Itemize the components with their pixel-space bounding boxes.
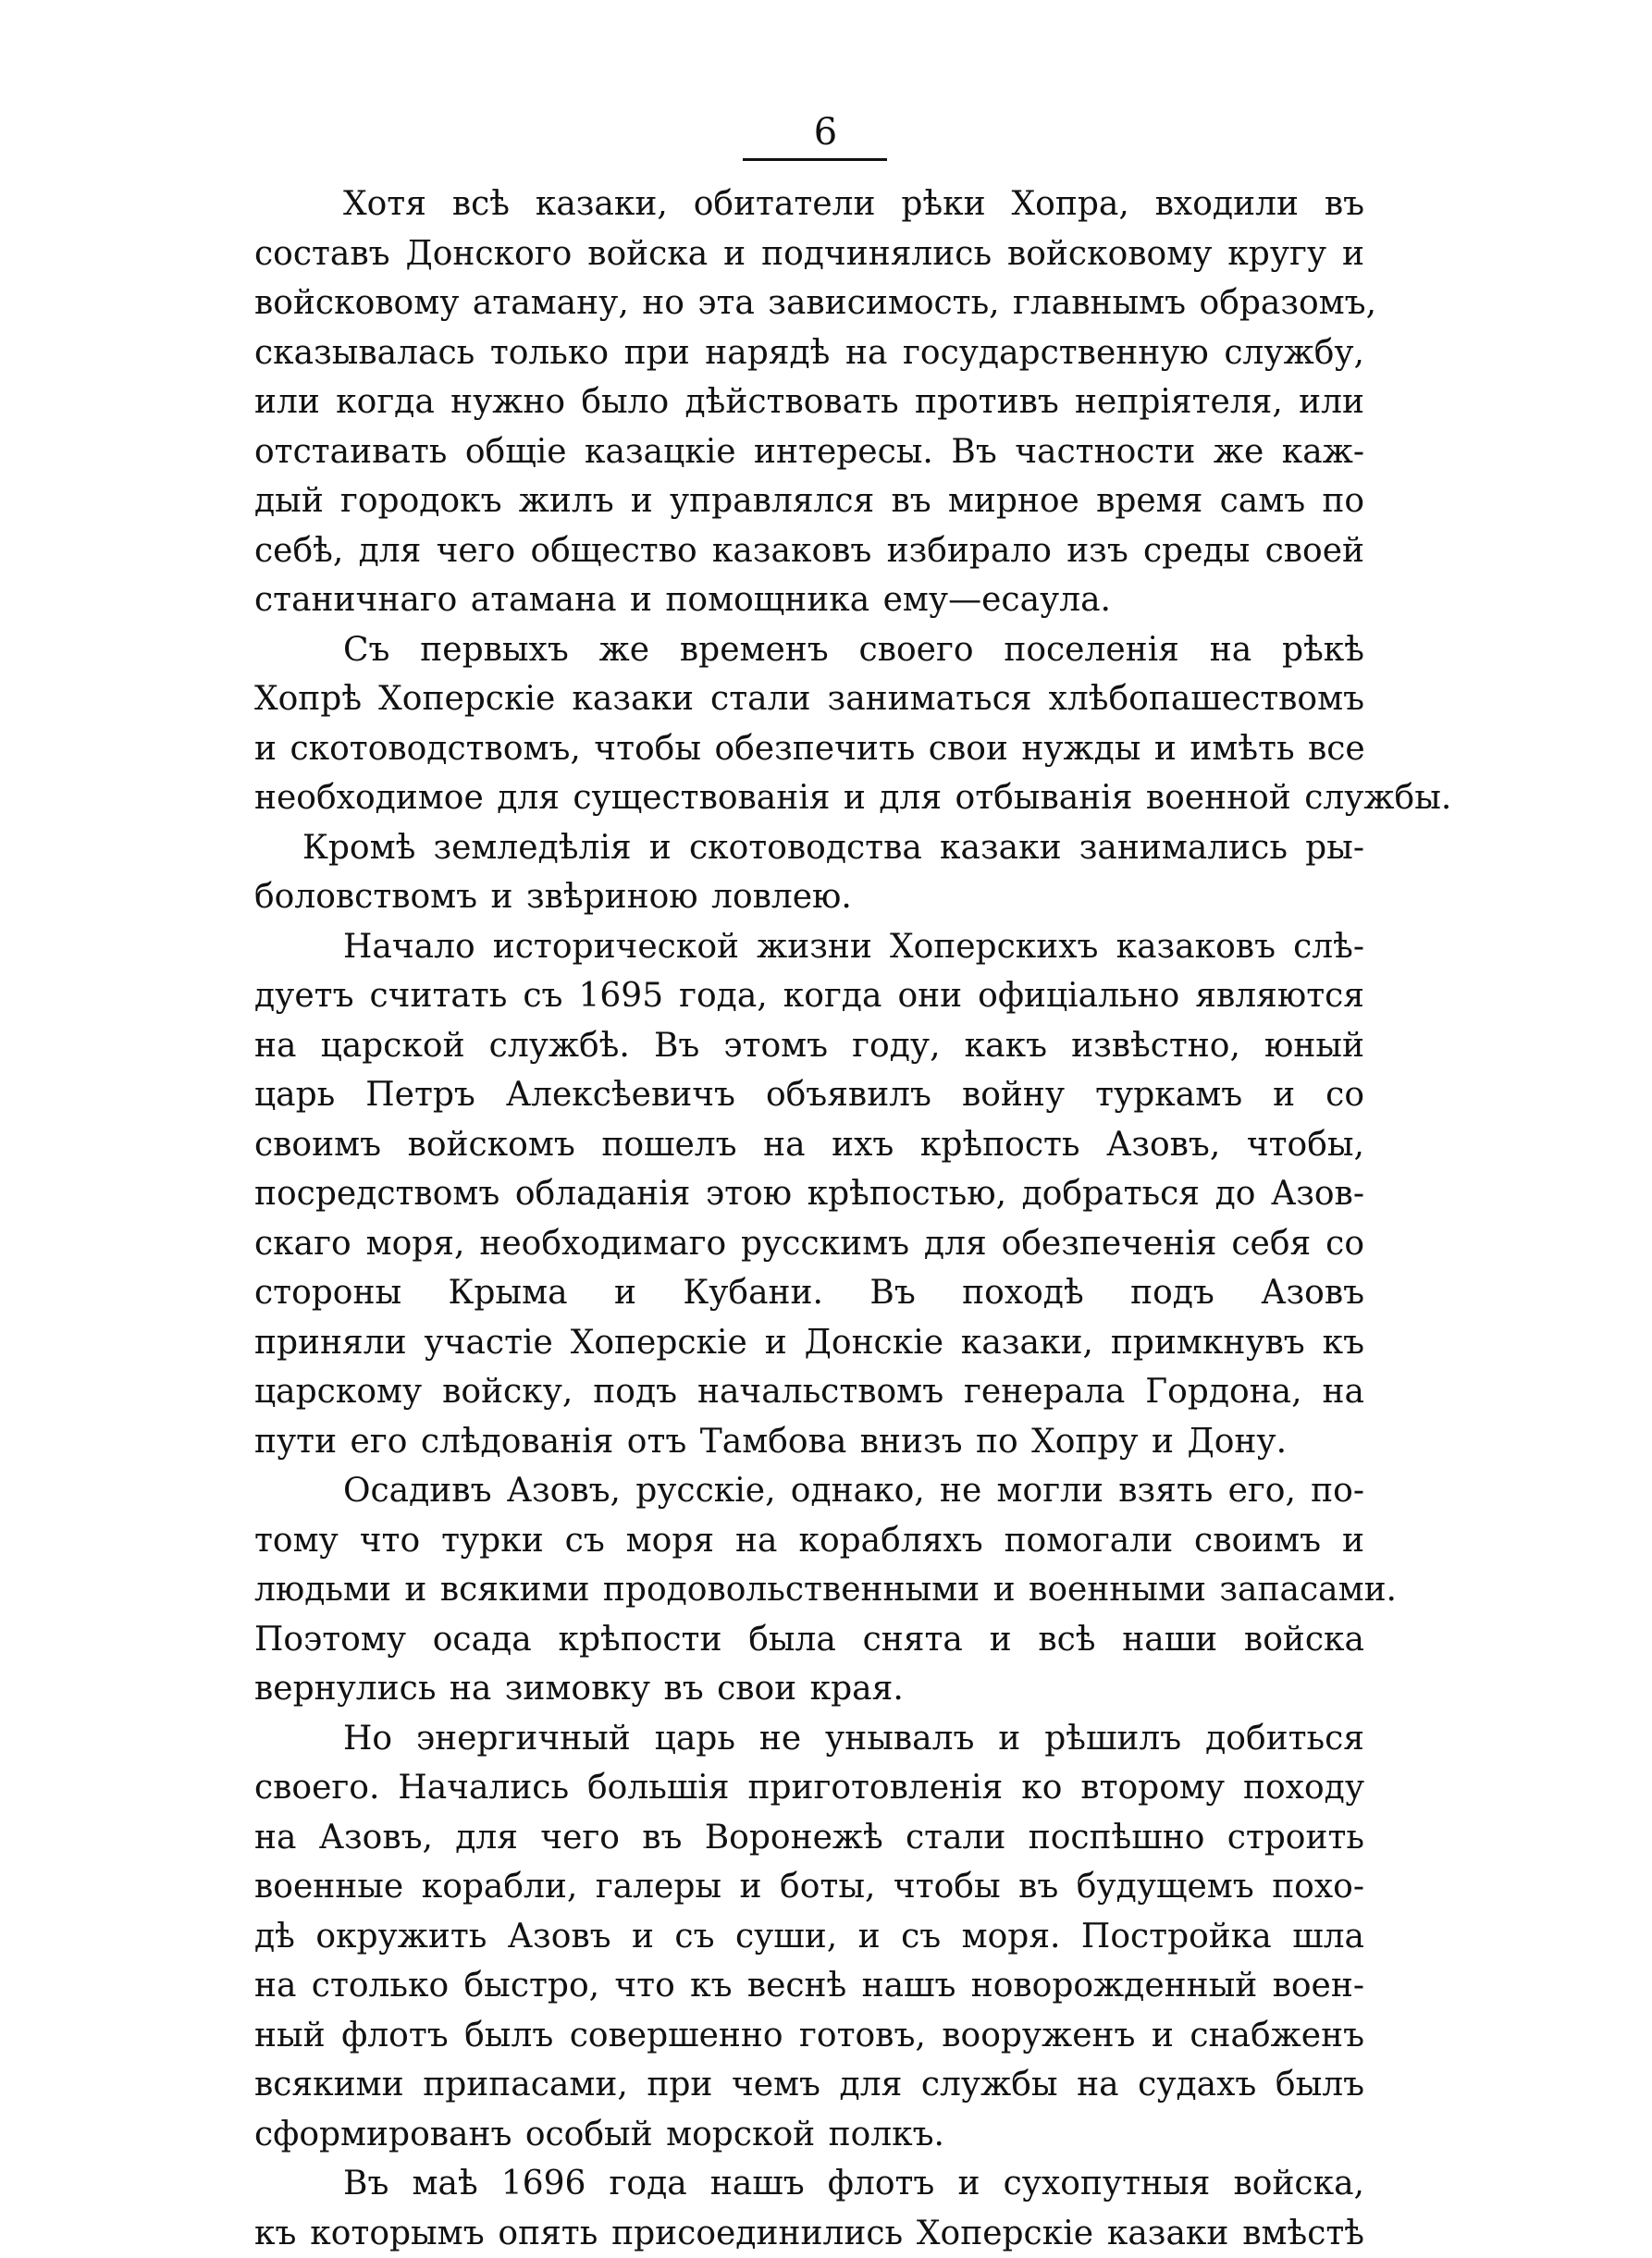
text-line: Поэтому осада крѣпости была снята и всѣ наши войска bbox=[254, 1615, 1364, 1665]
text-line: сказывалась только при нарядѣ на государственную службу, bbox=[254, 328, 1364, 378]
text-line: Съ первыхъ же временъ своего поселенія на рѣкѣ bbox=[254, 625, 1364, 675]
text-line: стороны Крыма и Кубани. Въ походѣ подъ Азовъ bbox=[254, 1268, 1364, 1318]
text-line: дѣ окружить Азовъ и съ суши, и съ моря. Постройка шла bbox=[254, 1912, 1364, 1962]
text-line: царь Петръ Алексѣевичъ объявилъ войну туркамъ и со bbox=[254, 1070, 1364, 1120]
text-line: Въ маѣ 1696 года нашъ флотъ и сухопутныя войска, bbox=[254, 2159, 1364, 2209]
text-line: военные корабли, галеры и боты, чтобы въ будущемъ похо- bbox=[254, 1862, 1364, 1912]
text-line: себѣ, для чего общество казаковъ избирало изъ среды своей bbox=[254, 526, 1364, 576]
text-line: скаго моря, необходимаго русскимъ для обезпеченія себя со bbox=[254, 1219, 1364, 1269]
text-line: войсковому атаману, но эта зависимость, главнымъ образомъ, bbox=[254, 278, 1364, 328]
paragraph bbox=[254, 922, 1364, 1467]
paragraph bbox=[254, 1466, 1364, 1714]
text-line: Начало исторической жизни Хоперскихъ казаковъ слѣ- bbox=[254, 922, 1364, 972]
text-line: Хотя всѣ казаки, обитатели рѣки Хопра, входили въ bbox=[254, 179, 1364, 229]
text-line: на царской службѣ. Въ этомъ году, какъ извѣстно, юный bbox=[254, 1021, 1364, 1071]
paragraph bbox=[254, 2159, 1364, 2258]
text-line: и скотоводствомъ, чтобы обезпечить свои нужды и имѣть все bbox=[254, 724, 1364, 774]
text-line: на столько быстро, что къ веснѣ нашъ новорожденный воен- bbox=[254, 1961, 1364, 2011]
text-line: царскому войску, подъ начальствомъ генерала Гордона, на bbox=[254, 1367, 1364, 1417]
text-line: вернулись на зимовку въ свои края. bbox=[254, 1664, 1364, 1714]
text-line: или когда нужно было дѣйствовать противъ непріятеля, или bbox=[254, 377, 1364, 427]
text-line: сформированъ особый морской полкъ. bbox=[254, 2110, 1364, 2160]
text-line: Кромѣ земледѣлія и скотоводства казаки занимались ры- bbox=[254, 823, 1364, 873]
text-line: Хопрѣ Хоперскіе казаки стали заниматься хлѣбопашествомъ bbox=[254, 674, 1364, 724]
text-line: своего. Начались большія приготовленія ко второму походу bbox=[254, 1763, 1364, 1813]
text-line: Осадивъ Азовъ, русскіе, однако, не могли взять его, по- bbox=[254, 1466, 1364, 1516]
text-line: дый городокъ жилъ и управлялся въ мирное время самъ по bbox=[254, 476, 1364, 526]
text-line: всякими припасами, при чемъ для службы на судахъ былъ bbox=[254, 2060, 1364, 2110]
text-line: своимъ войскомъ пошелъ на ихъ крѣпость Азовъ, чтобы, bbox=[254, 1120, 1364, 1170]
text-line: на Азовъ, для чего въ Воронежѣ стали поспѣшно строить bbox=[254, 1813, 1364, 1863]
text-line: людьми и всякими продовольственными и военными запасами. bbox=[254, 1565, 1364, 1615]
text-line: боловствомъ и звѣриною ловлею. bbox=[254, 872, 1364, 922]
text-line: посредствомъ обладанія этою крѣпостью, добраться до Азов- bbox=[254, 1169, 1364, 1219]
text-line: приняли участіе Хоперскіе и Донскіе казаки, примкнувъ къ bbox=[254, 1318, 1364, 1368]
text-line: дуетъ считать съ 1695 года, когда они офиціально являются bbox=[254, 971, 1364, 1021]
text-line: тому что турки съ моря на корабляхъ помогали своимъ и bbox=[254, 1516, 1364, 1566]
text-line: станичнаго атамана и помощника ему—есаула. bbox=[254, 575, 1364, 625]
text-line: необходимое для существованія и для отбыванія военной службы. bbox=[254, 773, 1364, 823]
text-line: ный флотъ былъ совершенно готовъ, вооруженъ и снабженъ bbox=[254, 2011, 1364, 2061]
paragraph bbox=[254, 625, 1364, 823]
paragraph bbox=[254, 823, 1364, 922]
page-number: 6 bbox=[0, 109, 1652, 155]
text-line: отстаивать общіе казацкіе интересы. Въ частности же каж- bbox=[254, 427, 1364, 477]
text-line: Но энергичный царь не унывалъ и рѣшилъ добиться bbox=[254, 1714, 1364, 1764]
paragraph bbox=[254, 1714, 1364, 2160]
text-line: къ которымъ опять присоединились Хоперскіе казаки вмѣстѣ bbox=[254, 2209, 1364, 2258]
page-number-rule bbox=[743, 158, 887, 161]
page-body-text bbox=[254, 179, 1364, 2258]
text-line: составъ Донского войска и подчинялись войсковому кругу и bbox=[254, 229, 1364, 279]
text-line: пути его слѣдованія отъ Тамбова внизъ по Хопру и Дону. bbox=[254, 1417, 1364, 1467]
paragraph bbox=[254, 179, 1364, 625]
